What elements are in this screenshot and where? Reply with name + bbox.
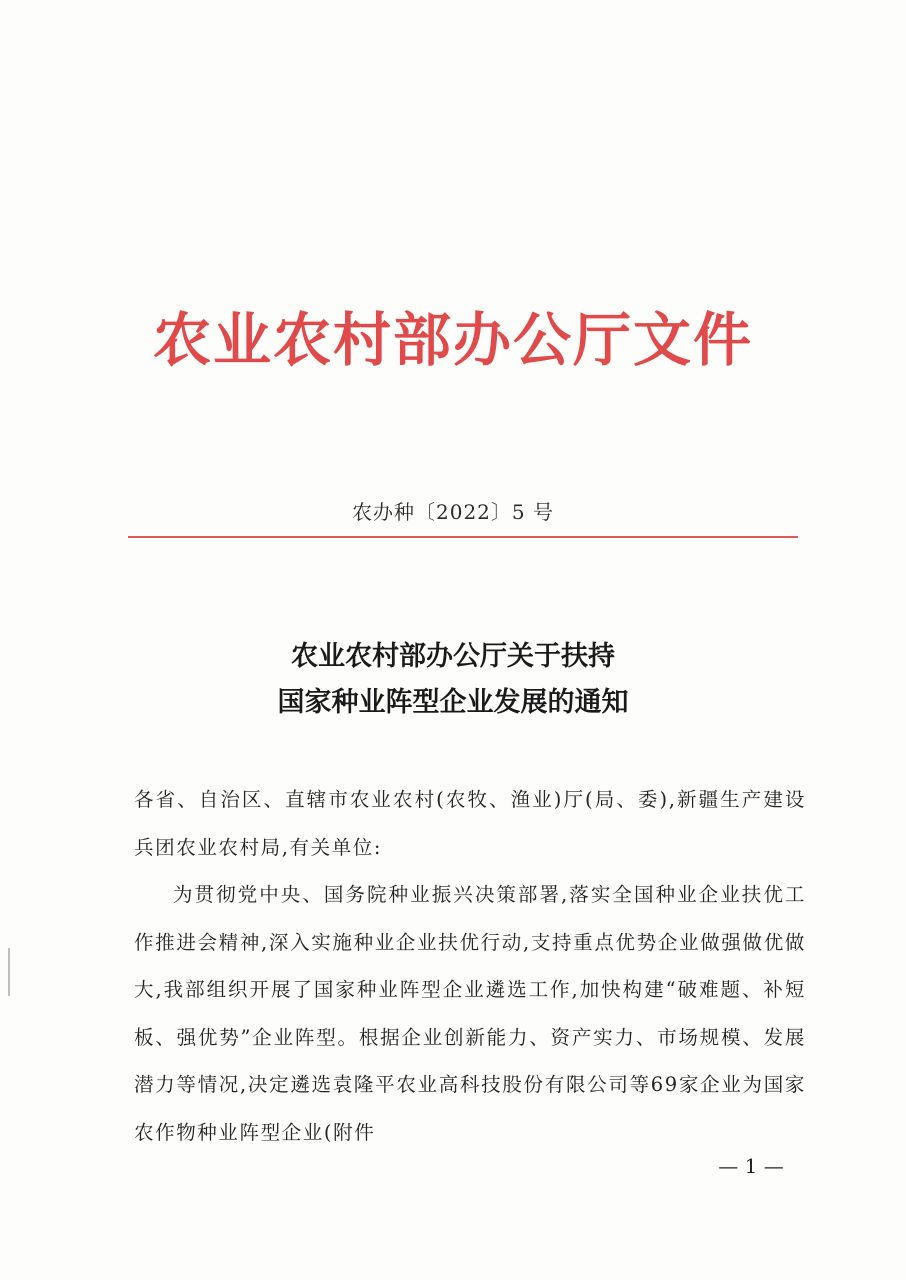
title-line-2: 国家种业阵型企业发展的通知 [277, 687, 629, 718]
red-divider-line [128, 536, 798, 538]
title-line-1: 农业农村部办公厅关于扶持 [291, 641, 615, 672]
document-number: 农办种〔2022〕5 号 [352, 500, 554, 524]
page-number: — 1 — [718, 1154, 784, 1178]
salutation: 各省、自治区、直辖市农业农村(农牧、渔业)厅(局、委),新疆生产建设兵团农业农村局,有关单位: [134, 788, 806, 859]
document-body [134, 776, 806, 1156]
issuer-header: 农业农村部办公厅文件 [152, 306, 753, 374]
scan-artifact [8, 948, 10, 996]
document-title [0, 634, 906, 726]
paragraph-1: 为贯彻党中央、国务院种业振兴决策部署,落实全国种业企业扶优工作推进会精神,深入实施种业企业扶优行动,支持重点优势企业做强做优做大,我部组织开展了国家种业阵型企业遴选工作,加快构建“破难题、补短板、强优势”企业阵型。根据企业创新能力、资产实力、市场规模、发展潜力等情况,决定遴选袁隆平农业高科技股份有限公司等69家企业为国家农作物种业阵型企业(附件 [134, 883, 806, 1144]
